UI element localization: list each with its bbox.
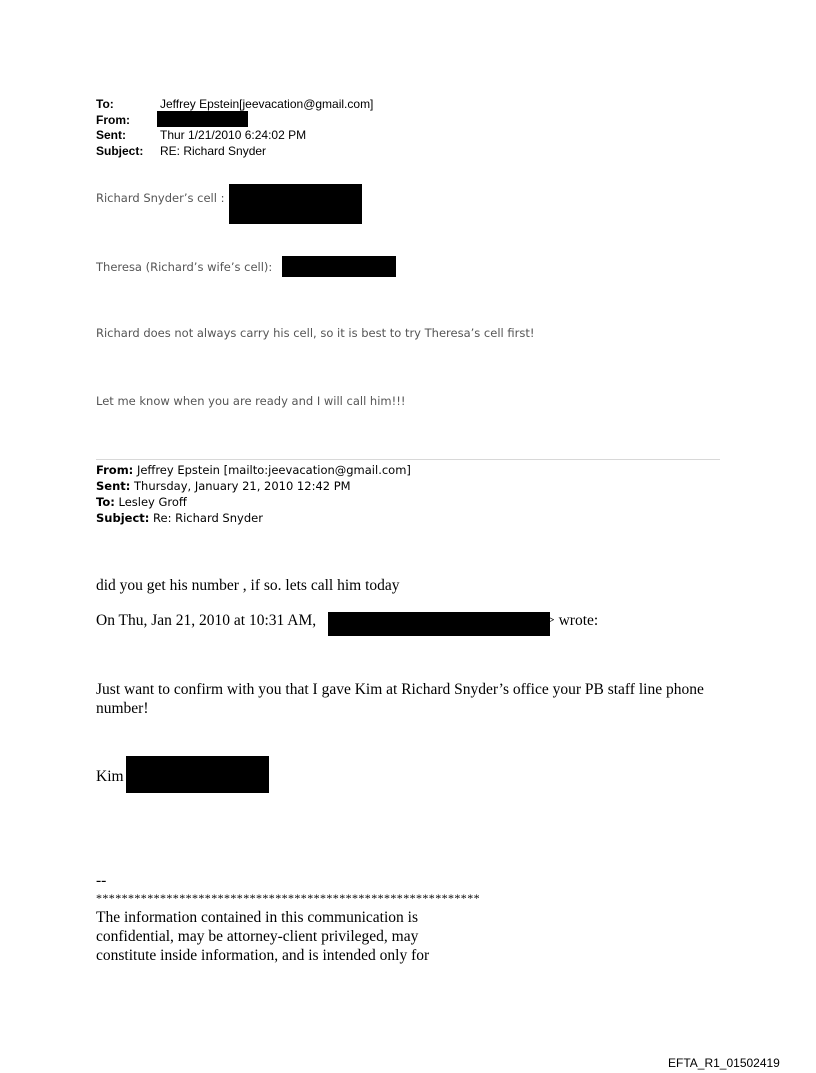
quoted-sent (96, 478, 351, 494)
confirm-line-2: number! (96, 700, 149, 717)
signature-name: Kim (96, 768, 124, 785)
quoted-subject-label: Subject: (96, 511, 150, 525)
on-date-suffix: > wrote: (546, 612, 599, 629)
quoted-subject (96, 510, 263, 526)
sent-value: Thur 1/21/2010 6:24:02 PM (160, 128, 307, 142)
disclaimer-line-1: The information contained in this communication is (96, 909, 418, 926)
quoted-body-line: did you get his number , if so. lets call him today (96, 577, 400, 594)
quoted-to (96, 494, 187, 510)
redaction-block (282, 256, 396, 277)
redaction-block (126, 756, 269, 793)
quoted-from-value: Jeffrey Epstein [mailto:jeevacation@gmail.com] (136, 463, 411, 477)
subject-label: Subject: (96, 144, 144, 158)
redaction-block (229, 184, 362, 224)
redaction-block (157, 111, 248, 127)
quoted-to-label: To: (96, 495, 115, 509)
redaction-block (328, 612, 550, 636)
disclaimer-line-3: constitute inside information, and is intended only for (96, 947, 430, 964)
on-date-prefix: On Thu, Jan 21, 2010 at 10:31 AM, (96, 612, 317, 629)
reply-line-ready: Let me know when you are ready and I will call him!!! (96, 394, 406, 408)
quoted-from (96, 462, 411, 478)
disclaimer-line-2: confidential, may be attorney-client privileged, may (96, 928, 419, 945)
quoted-to-value: Lesley Groff (118, 495, 187, 509)
divider (96, 459, 720, 460)
star-separator: ************************************************************ (96, 891, 480, 905)
quoted-subject-value: Re: Richard Snyder (153, 511, 263, 525)
quoted-from-label: From: (96, 463, 134, 477)
reply-line-advice: Richard does not always carry his cell, so it is best to try Theresa’s cell first! (96, 326, 535, 340)
subject-value: RE: Richard Snyder (160, 144, 267, 158)
signature-dash: -- (96, 872, 107, 889)
confirm-line-1: Just want to confirm with you that I gave Kim at Richard Snyder’s office your PB staff line phone (96, 681, 704, 698)
sent-label: Sent: (96, 128, 126, 142)
to-value: Jeffrey Epstein[jeevacation@gmail.com] (160, 97, 374, 111)
quoted-sent-value: Thursday, January 21, 2010 12:42 PM (134, 479, 351, 493)
from-label: From: (96, 113, 130, 127)
to-label: To: (96, 97, 114, 111)
quoted-sent-label: Sent: (96, 479, 131, 493)
document-id: EFTA_R1_01502419 (668, 1056, 780, 1070)
reply-line-wife-cell: Theresa (Richard’s wife’s cell): (96, 260, 273, 274)
reply-line-cell: Richard Snyder’s cell : (96, 191, 225, 205)
